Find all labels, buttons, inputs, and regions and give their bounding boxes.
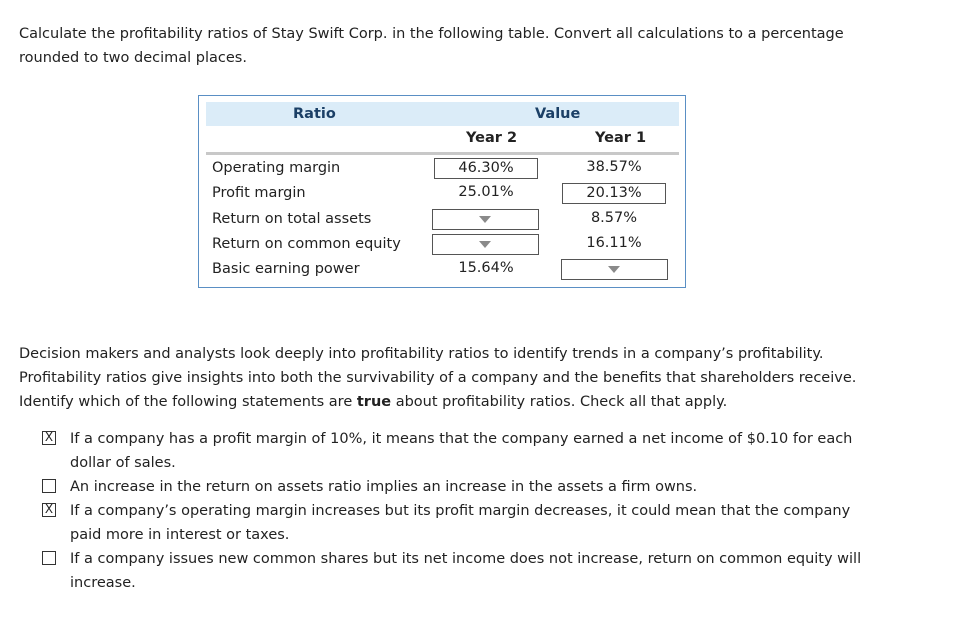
question-line-2: Profitability ratios give insights into both the survivability of a company and the benefits that shareholders receive. [19, 370, 857, 386]
question-text [19, 342, 939, 414]
option-text [70, 475, 900, 499]
dropdown-arrow-icon [479, 241, 491, 248]
option-common-shares[interactable] [42, 547, 922, 595]
ratio-table [198, 95, 686, 288]
question-line-3-end: about profitability ratios. Check all that apply. [391, 394, 728, 410]
instructions-line-2: rounded to two decimal places. [19, 50, 247, 66]
profit-margin-year2-value: 25.01% [458, 184, 514, 200]
option-text [70, 499, 900, 547]
question-line-1: Decision makers and analysts look deeply into profitability ratios to identify trends in a company’s profitability. [19, 346, 824, 362]
option-line: If a company issues new common shares but its net income does not increase, return on common equity will [70, 551, 862, 567]
option-line: An increase in the return on assets ratio implies an increase in the assets a firm owns. [70, 479, 698, 495]
question-line-3 [19, 390, 939, 414]
option-operating-margin[interactable] [42, 499, 922, 547]
option-text [70, 547, 900, 595]
header-year-1: Year 1 [595, 130, 647, 146]
question-line-3-start: Identify which of the following statements are [19, 394, 357, 410]
row-label-basic-earning-power: Basic earning power [212, 261, 360, 277]
return-on-common-equity-year1-value: 16.11% [586, 235, 642, 251]
option-line: increase. [70, 575, 136, 591]
return-on-total-assets-year1-value: 8.57% [590, 210, 638, 226]
operating-margin-year2-input[interactable]: 46.30% [434, 158, 538, 179]
operating-margin-year1-value: 38.57% [586, 159, 642, 175]
profit-margin-year1-input[interactable]: 20.13% [562, 183, 666, 204]
row-label-profit-margin: Profit margin [212, 185, 306, 201]
question-emphasis: true [356, 394, 392, 410]
header-value: Value [535, 106, 581, 122]
header-ratio: Ratio [293, 106, 336, 122]
option-line: If a company has a profit margin of 10%, it means that the company earned a net income of $0.10 for each [70, 431, 853, 447]
header-band [206, 102, 679, 126]
option-line: If a company’s operating margin increases but its profit margin decreases, it could mean that the company [70, 503, 851, 519]
option-line: dollar of sales. [70, 455, 176, 471]
return-on-common-equity-year2-dropdown[interactable] [432, 234, 539, 255]
option-return-on-assets[interactable] [42, 475, 922, 499]
checkbox-checked[interactable]: X [42, 503, 56, 517]
option-line: paid more in interest or taxes. [70, 527, 290, 543]
instructions-line-1: Calculate the profitability ratios of Stay Swift Corp. in the following table. Convert all calculations to a percentage [19, 26, 844, 42]
row-label-operating-margin: Operating margin [212, 160, 341, 176]
basic-earning-power-year1-dropdown[interactable] [561, 259, 668, 280]
row-label-return-on-common-equity: Return on common equity [212, 236, 401, 252]
row-label-return-on-total-assets: Return on total assets [212, 211, 372, 227]
checkbox-unchecked[interactable] [42, 479, 56, 493]
dropdown-arrow-icon [608, 266, 620, 273]
basic-earning-power-year2-value: 15.64% [458, 260, 514, 276]
option-profit-margin[interactable] [42, 427, 922, 475]
return-on-total-assets-year2-dropdown[interactable] [432, 209, 539, 230]
checkbox-unchecked[interactable] [42, 551, 56, 565]
header-year-2: Year 2 [466, 130, 518, 146]
dropdown-arrow-icon [479, 216, 491, 223]
checkbox-checked[interactable]: X [42, 431, 56, 445]
header-divider [206, 152, 679, 155]
option-text [70, 427, 900, 475]
instructions [19, 22, 939, 70]
